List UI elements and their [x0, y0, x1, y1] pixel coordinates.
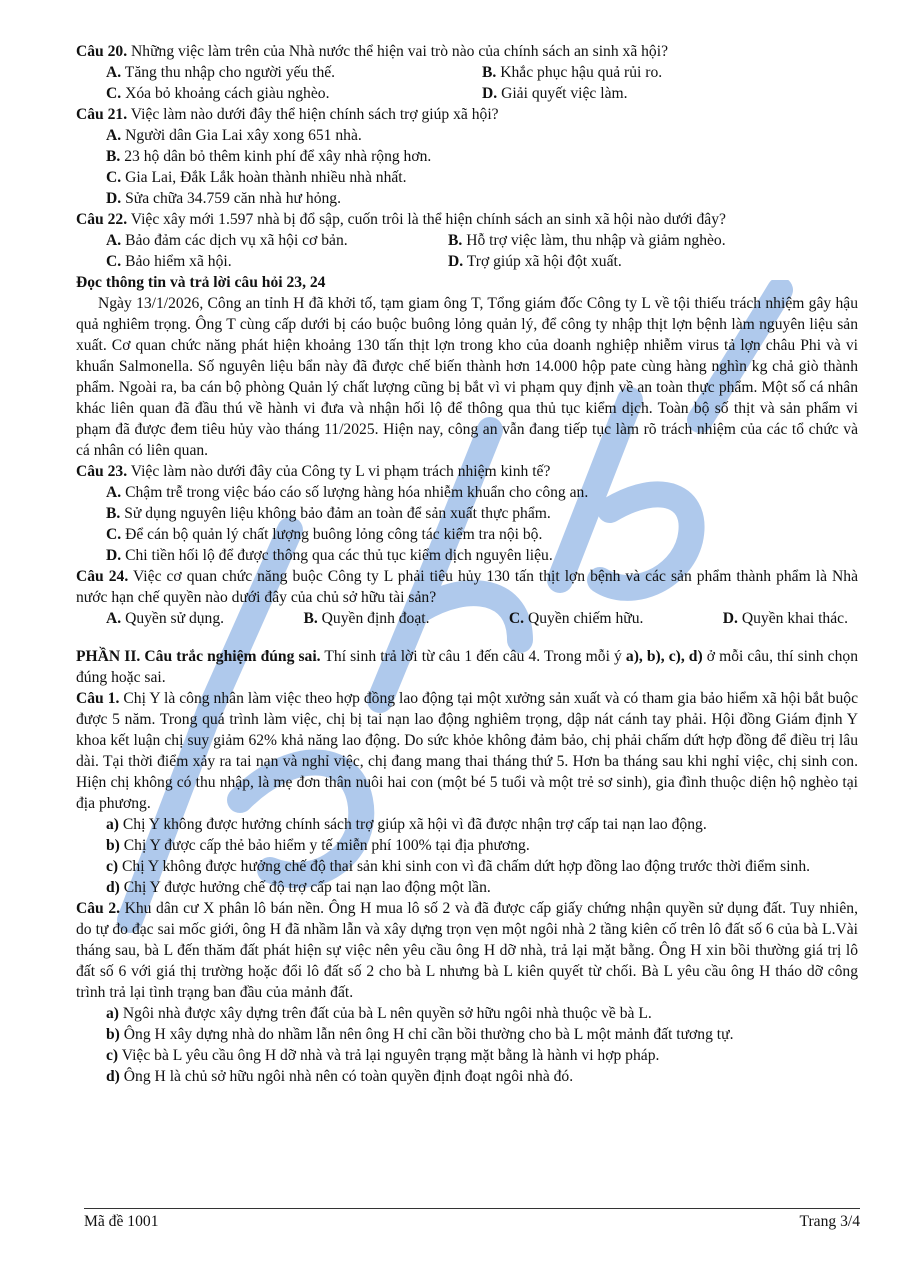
option-c[interactable]: C. Gia Lai, Đắk Lắk hoàn thành nhiều nhà nhất. [106, 169, 407, 186]
option-b[interactable]: B. Hỗ trợ việc làm, thu nhập và giảm nghèo. [448, 232, 726, 249]
exam-page [76, 41, 858, 1087]
option-c[interactable]: C. Quyền chiếm hữu. [508, 610, 644, 627]
option-c[interactable]: C. Xóa bỏ khoảng cách giàu nghèo. [106, 85, 330, 102]
reading-heading: Đọc thông tin và trả lời câu hỏi 23, 24 [76, 274, 326, 291]
statement-d[interactable]: d) Chị Y được hưởng chế độ trợ cấp tai nạn lao động một lần. [106, 879, 491, 896]
option-a[interactable]: A. Tăng thu nhập cho người yếu thế. [106, 64, 336, 81]
option-c[interactable]: C. Bảo hiểm xã hội. [106, 253, 232, 270]
question-23 [76, 461, 858, 482]
option-d[interactable]: D. Sửa chữa 34.759 căn nhà hư hỏng. [106, 190, 341, 207]
question-21-options [76, 125, 858, 209]
part-2-title: PHẦN II. Câu trắc nghiệm đúng sai. [76, 648, 321, 665]
part-2-heading: PHẦN II. Câu trắc nghiệm đúng sai. Thí sinh trả lời từ câu 1 đến câu 4. Trong mỗi ý a), b), c), d) ở mỗi câu, thí sinh chọn đúng hoặc sai. [76, 648, 858, 686]
statement-c[interactable]: c) Chị Y không được hưởng chế độ thai sản khi sinh con vì đã chấm dứt hợp đồng lao động trước thời điểm sinh. [106, 858, 811, 875]
option-d[interactable]: D. Giải quyết việc làm. [482, 85, 628, 102]
option-d[interactable]: D. Chi tiền hối lộ để được thông qua các thủ tục kiểm dịch nguyên liệu. [106, 547, 553, 564]
question-23-options [76, 482, 858, 566]
statement-b[interactable]: b) Ông H xây dựng nhà do nhầm lẫn nên ông H chỉ cần bồi thường cho bà L một mảnh đất tương tự. [106, 1026, 734, 1043]
statement-a[interactable]: a) Ngôi nhà được xây dựng trên đất của bà L nên quyền sở hữu ngôi nhà thuộc về bà L. [106, 1005, 652, 1022]
page-footer [84, 1208, 860, 1231]
question-22 [76, 209, 858, 230]
tf-question-1 [76, 688, 858, 814]
question-number: Câu 21. [76, 106, 128, 123]
tf-question-2 [76, 898, 858, 1003]
option-a[interactable]: A. Chậm trễ trong việc báo cáo số lượng hàng hóa nhiễm khuẩn cho công an. [106, 484, 589, 501]
question-text: Chị Y là công nhân làm việc theo hợp đồng lao động tại một xưởng sản xuất và có tham gia bảo hiểm xã hội bắt buộc được 5 năm. Trong quá trình làm việc, chị bị tai nạn lao động nghiêm trọng, dập nát cánh tay phải. Hội đồng Giám định Y khoa kết luận chị suy giảm 62% khả năng lao động. Do sức khỏe không đảm bảo, chị phải chấm dứt hợp đồng để điều trị lâu dài. Tại thời điểm xảy ra tai nạn và nghỉ việc, chị đang mang thai tháng thứ 5. Hơn ba tháng sau khi nghỉ việc, chị sinh con. Hiện chị không có thu nhập, là mẹ đơn thân nuôi hai con (một bé 5 tuổi và một trẻ sơ sinh), gia đình thuộc diện hộ nghèo tại địa phương. [76, 690, 858, 812]
question-20 [76, 41, 858, 62]
question-21 [76, 104, 858, 125]
statement-c[interactable]: c) Việc bà L yêu cầu ông H dỡ nhà và trả lại nguyên trạng mặt bằng là hành vi hợp pháp. [106, 1047, 660, 1064]
question-number: Câu 24. [76, 568, 129, 585]
question-number: Câu 23. [76, 463, 128, 480]
question-text: Việc xây mới 1.597 nhà bị đổ sập, cuốn trôi là thể hiện chính sách an sinh xã hội nào dưới đây? [127, 211, 726, 228]
option-a[interactable]: A. Người dân Gia Lai xây xong 651 nhà. [106, 127, 362, 144]
reading-passage: Ngày 13/1/2026, Công an tỉnh H đã khởi tố, tạm giam ông T, Tổng giám đốc Công ty L về tội thiếu trách nhiệm gây hậu quả nghiêm trọng. Ông T cùng cấp dưới bị cáo buộc buông lỏng quản lý, để công ty nhập thịt lợn bệnh làm nguyên liệu sản xuất. Cơ quan chức năng phát hiện khoảng 130 tấn thịt lợn trong kho của doanh nghiệp nhiễm virus tả lợn châu Phi và vi khuẩn Salmonella. Số nguyên liệu bẩn này đã được chế biến thành hơn 14.000 hộp pate cùng hàng nghìn kg chả giò thành phẩm. Ngoài ra, ba cán bộ phòng Quản lý chất lượng cũng bị bắt vì vi phạm quy định về an toàn thực phẩm. Một số cá nhân khác liên quan đã đầu thú về hành vi đưa và nhận hối lộ để thông qua thủ tục kiểm dịch. Toàn bộ số thịt và sản phẩm vi phạm đã được đem tiêu hủy vào tháng 11/2025. Hiện nay, công an vẫn đang tiếp tục làm rõ trách nhiệm của các tổ chức và cá nhân có liên quan. [76, 295, 858, 459]
question-text: Việc làm nào dưới đây thể hiện chính sách trợ giúp xã hội? [127, 106, 499, 123]
option-b[interactable]: B. Quyền định đoạt. [303, 610, 430, 627]
statement-b[interactable]: b) Chị Y được cấp thẻ bảo hiểm y tế miễn phí 100% tại địa phương. [106, 837, 530, 854]
statement-d[interactable]: d) Ông H là chủ sở hữu ngôi nhà nên có toàn quyền định đoạt ngôi nhà đó. [106, 1068, 574, 1085]
question-text: Khu dân cư X phân lô bán nền. Ông H mua lô số 2 và đã được cấp giấy chứng nhận quyền sử dụng đất. Tuy nhiên, do tự đo đạc sai mốc giới, ông H đã nhầm lẫn và xây dựng trọn vẹn một ngôi nhà 2 tầng kiên cố trên lô đất số 6 của bà L.Vài tháng sau, bà L đến thăm đất phát hiện sự việc nên yêu cầu ông H dỡ nhà, trả lại mặt bằng. Ông H xin bồi thường giá trị lô đất số 6 với giá thị trường hoặc đổi lô đất số 2 cho bà L nhưng bà L kiên quyết từ chối. Bà L yêu cầu ông H tháo dỡ công trình trả lại tình trạng ban đầu của mảnh đất. [76, 900, 858, 1001]
statement-a[interactable]: a) Chị Y không được hưởng chính sách trợ giúp xã hội vì đã được nhận trợ cấp tai nạn lao động. [106, 816, 707, 833]
question-number: Câu 20. [76, 43, 128, 60]
option-b[interactable]: B. 23 hộ dân bỏ thêm kinh phí để xây nhà rộng hơn. [106, 148, 432, 165]
option-b[interactable]: B. Khắc phục hậu quả rủi ro. [482, 64, 663, 81]
option-d[interactable]: D. Trợ giúp xã hội đột xuất. [448, 253, 622, 270]
option-a[interactable]: A. Bảo đảm các dịch vụ xã hội cơ bản. [106, 232, 348, 249]
question-24 [76, 566, 858, 608]
question-20-options [76, 62, 858, 104]
question-22-options [76, 230, 858, 272]
option-c[interactable]: C. Để cán bộ quản lý chất lượng buông lỏng công tác kiểm tra nội bộ. [106, 526, 543, 543]
question-number: Câu 22. [76, 211, 128, 228]
question-text: Việc cơ quan chức năng buộc Công ty L phải tiêu hủy 130 tấn thịt lợn bệnh và các sản phẩm thành phẩm là Nhà nước hạn chế quyền nào dưới đây của chủ sở hữu tài sản? [76, 568, 859, 606]
option-b[interactable]: B. Sử dụng nguyên liệu không bảo đảm an toàn để sản xuất thực phẩm. [106, 505, 551, 522]
option-d[interactable]: D. Quyền khai thác. [722, 610, 848, 627]
option-a[interactable]: A. Quyền sử dụng. [106, 610, 225, 627]
question-24-options [76, 608, 858, 629]
question-text: Việc làm nào dưới đây của Công ty L vi phạm trách nhiệm kinh tế? [127, 463, 551, 480]
question-text: Những việc làm trên của Nhà nước thể hiện vai trò nào của chính sách an sinh xã hội? [127, 43, 668, 60]
page-number: Trang 3/4 [799, 1213, 860, 1230]
question-number: Câu 1. [76, 690, 120, 707]
exam-code: Mã đề 1001 [84, 1213, 159, 1230]
question-number: Câu 2. [76, 900, 121, 917]
